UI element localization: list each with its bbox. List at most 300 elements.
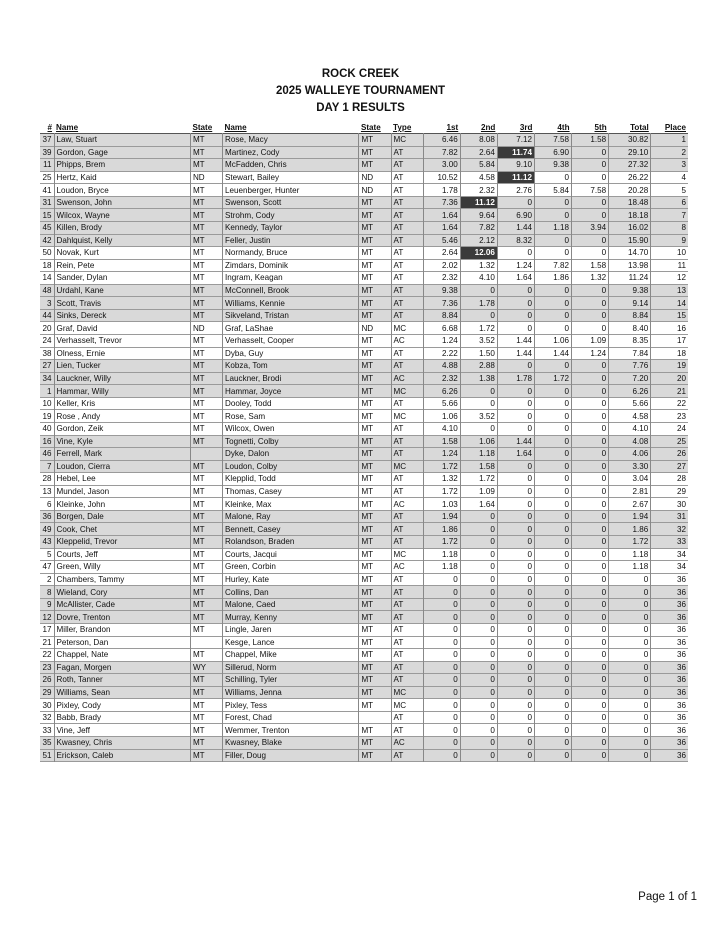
cell-angler-name: Loudon, Bryce xyxy=(54,184,190,197)
table-row xyxy=(40,335,688,348)
cell-fish-2nd: 2.88 xyxy=(460,360,497,373)
cell-place: 27 xyxy=(651,460,688,473)
cell-fish-5th: 7.58 xyxy=(572,184,609,197)
cell-place: 13 xyxy=(651,284,688,297)
cell-fish-2nd: 0 xyxy=(460,686,497,699)
table-row xyxy=(40,410,688,423)
cell-fish-5th: 0 xyxy=(572,309,609,322)
table-row xyxy=(40,272,688,285)
cell-fish-1st: 1.72 xyxy=(423,485,460,498)
cell-team-type: AC xyxy=(391,561,423,574)
header-fish-1st: 1st xyxy=(446,123,459,132)
table-row xyxy=(40,686,688,699)
cell-fish-5th: 0 xyxy=(572,548,609,561)
cell-team-type: AT xyxy=(391,623,423,636)
cell-fish-4th: 0 xyxy=(534,385,571,398)
cell-fish-5th: 0 xyxy=(572,473,609,486)
cell-fish-4th: 0 xyxy=(534,473,571,486)
cell-fish-1st: 0 xyxy=(423,724,460,737)
cell-fish-3rd: 0 xyxy=(497,523,534,536)
cell-fish-3rd: 0 xyxy=(497,573,534,586)
cell-partner-state: MT xyxy=(359,134,391,147)
table-row xyxy=(40,561,688,574)
cell-fish-1st: 1.72 xyxy=(423,460,460,473)
cell-place: 36 xyxy=(651,699,688,712)
cell-fish-4th: 0 xyxy=(534,234,571,247)
cell-partner-name: Verhasselt, Cooper xyxy=(223,335,359,348)
cell-fish-2nd: 0 xyxy=(460,586,497,599)
cell-team-type: AT xyxy=(391,598,423,611)
cell-partner-state: MT xyxy=(359,586,391,599)
cell-entry-number: 44 xyxy=(40,309,54,322)
cell-entry-number: 23 xyxy=(40,661,54,674)
cell-total-weight: 1.18 xyxy=(609,548,651,561)
cell-fish-1st: 1.32 xyxy=(423,473,460,486)
cell-fish-5th: 0 xyxy=(572,611,609,624)
cell-total-weight: 26.22 xyxy=(609,171,651,184)
cell-fish-1st: 1.06 xyxy=(423,410,460,423)
cell-fish-2nd: 0 xyxy=(460,523,497,536)
cell-entry-number: 2 xyxy=(47,574,52,584)
table-row xyxy=(40,485,688,498)
cell-partner-state: MT xyxy=(359,573,391,586)
cell-fish-1st: 0 xyxy=(423,623,460,636)
cell-partner-name: Chappel, Mike xyxy=(223,649,359,662)
table-row xyxy=(40,309,688,322)
cell-fish-4th: 0 xyxy=(534,485,571,498)
cell-fish-4th: 0 xyxy=(534,749,571,762)
header-partner-name: Name xyxy=(224,123,247,132)
cell-fish-4th: 0 xyxy=(534,711,571,724)
table-header xyxy=(40,122,688,134)
cell-entry-number: 35 xyxy=(40,737,54,750)
cell-place: 36 xyxy=(651,573,688,586)
cell-partner-state: MT xyxy=(359,234,391,247)
table-row xyxy=(40,573,688,586)
cell-partner-name: Rose, Sam xyxy=(223,410,359,423)
table-row xyxy=(40,636,688,649)
cell-entry-number: 6 xyxy=(47,499,52,509)
cell-partner-name: Williams, Kennie xyxy=(223,297,359,310)
cell-partner-state: MT xyxy=(359,259,391,272)
cell-place: 24 xyxy=(651,422,688,435)
cell-fish-1st: 0 xyxy=(423,586,460,599)
cell-place: 12 xyxy=(651,272,688,285)
cell-place: 36 xyxy=(651,737,688,750)
cell-total-weight: 7.20 xyxy=(609,372,651,385)
cell-fish-5th: 0 xyxy=(572,498,609,511)
cell-fish-3rd: 11.74 xyxy=(497,146,534,159)
cell-fish-1st: 1.94 xyxy=(423,510,460,523)
cell-place: 36 xyxy=(651,686,688,699)
cell-place: 36 xyxy=(651,674,688,687)
cell-fish-2nd: 1.58 xyxy=(460,460,497,473)
table-row xyxy=(40,724,688,737)
cell-partner-name: Wemmer, Trenton xyxy=(223,724,359,737)
header-total: Total xyxy=(630,123,649,132)
cell-total-weight: 29.10 xyxy=(609,146,651,159)
cell-total-weight: 8.35 xyxy=(609,335,651,348)
cell-angler-state: WY xyxy=(190,661,222,674)
cell-entry-number: 8 xyxy=(40,586,54,599)
cell-total-weight: 1.86 xyxy=(609,523,651,536)
cell-angler-name: Miller, Brandon xyxy=(54,623,190,636)
cell-fish-2nd: 0 xyxy=(460,661,497,674)
cell-fish-3rd: 9.10 xyxy=(497,159,534,172)
cell-fish-2nd: 12.06 xyxy=(460,247,497,260)
table-row xyxy=(40,523,688,536)
cell-angler-state: MT xyxy=(190,598,222,611)
cell-partner-state: MT xyxy=(359,460,391,473)
cell-fish-1st: 7.36 xyxy=(423,297,460,310)
cell-fish-3rd: 0 xyxy=(497,749,534,762)
cell-fish-2nd: 3.52 xyxy=(460,410,497,423)
cell-fish-3rd: 1.78 xyxy=(497,372,534,385)
cell-partner-state: MT xyxy=(359,699,391,712)
cell-total-weight: 0 xyxy=(609,586,651,599)
table-row xyxy=(40,699,688,712)
cell-total-weight: 0 xyxy=(609,661,651,674)
cell-partner-name: Hammar, Joyce xyxy=(223,385,359,398)
cell-partner-name: Williams, Jenna xyxy=(223,686,359,699)
cell-angler-name: McAllister, Cade xyxy=(54,598,190,611)
cell-fish-5th: 0 xyxy=(572,297,609,310)
cell-angler-state: MT xyxy=(190,523,222,536)
cell-fish-2nd: 0 xyxy=(460,598,497,611)
cell-fish-4th: 0 xyxy=(534,724,571,737)
cell-entry-number: 25 xyxy=(42,172,52,182)
cell-angler-state: MT xyxy=(190,686,222,699)
cell-fish-4th: 0 xyxy=(534,686,571,699)
header-angler-state: State xyxy=(192,123,213,132)
cell-partner-state: MT xyxy=(359,309,391,322)
cell-place: 30 xyxy=(651,498,688,511)
cell-partner-state: MT xyxy=(359,536,391,549)
cell-fish-1st: 1.78 xyxy=(423,184,460,197)
cell-fish-4th: 0 xyxy=(534,309,571,322)
cell-team-type: AT xyxy=(391,724,423,737)
cell-partner-name: Martinez, Cody xyxy=(223,146,359,159)
cell-fish-4th: 0 xyxy=(534,611,571,624)
cell-angler-state: MT xyxy=(190,422,222,435)
cell-angler-state: MT xyxy=(190,184,222,197)
cell-fish-2nd: 9.64 xyxy=(460,209,497,222)
cell-partner-name: Bennett, Casey xyxy=(223,523,359,536)
cell-partner-state: MT xyxy=(359,674,391,687)
cell-entry-number: 38 xyxy=(42,348,52,358)
cell-team-type: MC xyxy=(391,322,423,335)
cell-fish-1st: 7.36 xyxy=(423,196,460,209)
cell-team-type: AT xyxy=(391,661,423,674)
cell-fish-1st: 0 xyxy=(423,661,460,674)
cell-partner-state: MT xyxy=(359,221,391,234)
cell-angler-state: MT xyxy=(190,548,222,561)
cell-angler-state: MT xyxy=(190,435,222,448)
cell-fish-4th: 0 xyxy=(534,674,571,687)
cell-fish-4th: 0 xyxy=(534,523,571,536)
cell-fish-3rd: 0 xyxy=(497,586,534,599)
cell-partner-state: MT xyxy=(359,385,391,398)
cell-fish-2nd: 1.78 xyxy=(460,297,497,310)
cell-place: 3 xyxy=(651,159,688,172)
cell-angler-name: Urdahl, Kane xyxy=(54,284,190,297)
cell-partner-name: Collins, Dan xyxy=(223,586,359,599)
cell-fish-1st: 0 xyxy=(423,737,460,750)
cell-fish-4th: 1.86 xyxy=(534,272,571,285)
cell-angler-state: MT xyxy=(190,699,222,712)
cell-fish-3rd: 0 xyxy=(497,699,534,712)
cell-team-type: AT xyxy=(391,209,423,222)
cell-angler-name: Erickson, Caleb xyxy=(54,749,190,762)
cell-angler-name: Vine, Kyle xyxy=(54,435,190,448)
table-row xyxy=(40,234,688,247)
cell-angler-state: MT xyxy=(190,711,222,724)
cell-total-weight: 0 xyxy=(609,623,651,636)
cell-partner-state: MT xyxy=(359,523,391,536)
cell-fish-2nd: 0 xyxy=(460,536,497,549)
cell-fish-5th: 0 xyxy=(572,586,609,599)
cell-fish-2nd: 0 xyxy=(460,724,497,737)
table-row xyxy=(40,422,688,435)
cell-partner-state: MT xyxy=(359,397,391,410)
cell-fish-2nd: 4.10 xyxy=(460,272,497,285)
table-row xyxy=(40,134,688,147)
header-row xyxy=(40,122,688,134)
cell-angler-state: MT xyxy=(190,196,222,209)
cell-partner-state: MT xyxy=(359,686,391,699)
cell-angler-name: Rose , Andy xyxy=(54,410,190,423)
cell-entry-number: 31 xyxy=(40,196,54,209)
cell-team-type: MC xyxy=(391,410,423,423)
cell-entry-number: 45 xyxy=(40,221,54,234)
table-row xyxy=(40,209,688,222)
cell-angler-name: Ferrell, Mark xyxy=(54,448,190,461)
cell-angler-state xyxy=(190,448,222,461)
cell-partner-state: MT xyxy=(359,623,391,636)
cell-place: 32 xyxy=(651,523,688,536)
cell-partner-name: Swenson, Scott xyxy=(223,196,359,209)
cell-entry-number: 22 xyxy=(42,650,52,660)
cell-fish-2nd: 1.72 xyxy=(460,322,497,335)
cell-total-weight: 18.18 xyxy=(609,209,651,222)
cell-fish-3rd: 0 xyxy=(497,649,534,662)
cell-partner-state: MT xyxy=(359,410,391,423)
cell-fish-4th: 0 xyxy=(534,536,571,549)
cell-fish-5th: 0 xyxy=(572,397,609,410)
cell-angler-name: Gordon, Gage xyxy=(54,146,190,159)
cell-partner-state: MT xyxy=(359,372,391,385)
cell-total-weight: 0 xyxy=(609,636,651,649)
cell-fish-4th: 0 xyxy=(534,297,571,310)
cell-fish-1st: 0 xyxy=(423,598,460,611)
cell-team-type: AT xyxy=(391,159,423,172)
cell-angler-name: Sinks, Dereck xyxy=(54,309,190,322)
cell-entry-number: 39 xyxy=(40,146,54,159)
cell-place: 36 xyxy=(651,586,688,599)
cell-entry-number: 27 xyxy=(40,360,54,373)
cell-fish-5th: 0 xyxy=(572,510,609,523)
cell-angler-name: Vine, Jeff xyxy=(54,724,190,737)
header-type: Type xyxy=(393,123,412,132)
cell-fish-2nd: 4.58 xyxy=(460,171,497,184)
cell-partner-state: MT xyxy=(359,360,391,373)
cell-fish-1st: 1.03 xyxy=(423,498,460,511)
cell-fish-5th: 0 xyxy=(572,322,609,335)
table-row xyxy=(40,674,688,687)
cell-fish-1st: 1.18 xyxy=(423,561,460,574)
cell-team-type: AC xyxy=(391,737,423,750)
table-row xyxy=(40,460,688,473)
cell-partner-state: MT xyxy=(359,272,391,285)
cell-place: 21 xyxy=(651,385,688,398)
cell-angler-name: Mundel, Jason xyxy=(54,485,190,498)
cell-fish-3rd: 0 xyxy=(497,284,534,297)
cell-total-weight: 0 xyxy=(609,611,651,624)
cell-fish-5th: 1.58 xyxy=(572,259,609,272)
cell-angler-name: Dahlquist, Kelly xyxy=(54,234,190,247)
table-row xyxy=(40,661,688,674)
cell-partner-state: MT xyxy=(359,159,391,172)
cell-angler-name: Courts, Jeff xyxy=(54,548,190,561)
cell-partner-name: Sikveland, Tristan xyxy=(223,309,359,322)
cell-angler-name: Kleinke, John xyxy=(54,498,190,511)
cell-partner-name: Kennedy, Taylor xyxy=(223,221,359,234)
cell-angler-state: MT xyxy=(190,259,222,272)
cell-angler-state: MT xyxy=(190,611,222,624)
cell-fish-2nd: 0 xyxy=(460,385,497,398)
cell-fish-3rd: 1.44 xyxy=(497,221,534,234)
cell-fish-3rd: 0 xyxy=(497,397,534,410)
cell-angler-state: MT xyxy=(190,586,222,599)
cell-fish-2nd: 1.06 xyxy=(460,435,497,448)
cell-partner-name: Graf, LaShae xyxy=(223,322,359,335)
cell-partner-state xyxy=(359,711,391,724)
cell-fish-5th: 0 xyxy=(572,410,609,423)
cell-entry-number: 43 xyxy=(40,536,54,549)
cell-partner-state: MT xyxy=(359,448,391,461)
cell-total-weight: 0 xyxy=(609,699,651,712)
cell-fish-3rd: 1.44 xyxy=(497,347,534,360)
cell-angler-state: MT xyxy=(190,272,222,285)
cell-fish-5th: 1.09 xyxy=(572,335,609,348)
cell-fish-5th: 0 xyxy=(572,159,609,172)
cell-partner-state: MT xyxy=(359,435,391,448)
cell-team-type: MC xyxy=(391,686,423,699)
cell-entry-number: 7 xyxy=(40,460,54,473)
cell-fish-3rd: 0 xyxy=(497,510,534,523)
cell-entry-number: 17 xyxy=(42,625,52,635)
cell-entry-number: 13 xyxy=(42,487,52,497)
cell-fish-3rd: 0 xyxy=(497,309,534,322)
cell-fish-2nd: 0 xyxy=(460,699,497,712)
table-row xyxy=(40,473,688,486)
cell-fish-4th: 6.90 xyxy=(534,146,571,159)
title-line-2: 2025 WALLEYE TOURNAMENT xyxy=(275,85,446,97)
cell-partner-name: Normandy, Bruce xyxy=(223,247,359,260)
cell-place: 36 xyxy=(651,598,688,611)
cell-total-weight: 1.94 xyxy=(609,510,651,523)
cell-entry-number: 51 xyxy=(40,749,54,762)
cell-partner-state: MT xyxy=(359,561,391,574)
cell-fish-4th: 0 xyxy=(534,209,571,222)
cell-angler-name: Williams, Sean xyxy=(54,686,190,699)
cell-angler-name: Rein, Pete xyxy=(54,259,190,272)
cell-fish-3rd: 1.44 xyxy=(497,335,534,348)
cell-fish-5th: 0 xyxy=(572,196,609,209)
cell-total-weight: 7.76 xyxy=(609,360,651,373)
cell-entry-number: 33 xyxy=(42,725,52,735)
cell-fish-3rd: 0 xyxy=(497,297,534,310)
cell-total-weight: 4.58 xyxy=(609,410,651,423)
cell-angler-name: Keller, Kris xyxy=(54,397,190,410)
cell-fish-4th: 1.18 xyxy=(534,221,571,234)
cell-fish-2nd: 1.64 xyxy=(460,498,497,511)
cell-partner-name: Dyke, Dalon xyxy=(223,448,359,461)
cell-partner-name: Loudon, Colby xyxy=(223,460,359,473)
cell-entry-number: 50 xyxy=(42,248,52,258)
cell-angler-name: Hertz, Kaid xyxy=(54,171,190,184)
cell-partner-name: Sillerud, Norm xyxy=(223,661,359,674)
cell-entry-number: 10 xyxy=(42,399,52,409)
cell-place: 28 xyxy=(651,473,688,486)
cell-total-weight: 1.18 xyxy=(609,561,651,574)
cell-entry-number: 32 xyxy=(42,713,52,723)
cell-entry-number: 40 xyxy=(42,424,52,434)
cell-total-weight: 0 xyxy=(609,686,651,699)
cell-total-weight: 3.04 xyxy=(609,473,651,486)
cell-partner-name: Ingram, Keagan xyxy=(223,272,359,285)
cell-fish-3rd: 0 xyxy=(497,611,534,624)
cell-fish-1st: 1.72 xyxy=(423,536,460,549)
cell-fish-5th: 0 xyxy=(572,234,609,247)
cell-team-type: AC xyxy=(391,498,423,511)
cell-fish-3rd: 0 xyxy=(497,322,534,335)
table-row xyxy=(40,347,688,360)
cell-entry-number: 24 xyxy=(42,336,52,346)
cell-place: 5 xyxy=(651,184,688,197)
cell-angler-name: Graf, David xyxy=(54,322,190,335)
cell-fish-4th: 0 xyxy=(534,284,571,297)
table-row xyxy=(40,711,688,724)
cell-fish-5th: 0 xyxy=(572,146,609,159)
cell-fish-2nd: 0 xyxy=(460,561,497,574)
header-entry-number: # xyxy=(47,123,53,132)
cell-angler-state: MT xyxy=(190,134,222,147)
cell-total-weight: 11.24 xyxy=(609,272,651,285)
cell-angler-state: MT xyxy=(190,247,222,260)
cell-team-type: AT xyxy=(391,674,423,687)
cell-team-type: MC xyxy=(391,134,423,147)
cell-entry-number: 19 xyxy=(42,411,52,421)
cell-fish-3rd: 0 xyxy=(497,498,534,511)
cell-fish-2nd: 1.38 xyxy=(460,372,497,385)
cell-fish-5th: 0 xyxy=(572,749,609,762)
cell-place: 36 xyxy=(651,649,688,662)
table-row xyxy=(40,397,688,410)
header-place: Place xyxy=(664,123,686,132)
cell-partner-state: MT xyxy=(359,196,391,209)
cell-fish-1st: 2.02 xyxy=(423,259,460,272)
cell-total-weight: 8.40 xyxy=(609,322,651,335)
cell-total-weight: 4.10 xyxy=(609,422,651,435)
cell-fish-4th: 0 xyxy=(534,737,571,750)
cell-fish-2nd: 1.18 xyxy=(460,448,497,461)
title-line-3: DAY 1 RESULTS xyxy=(316,102,405,114)
cell-fish-3rd: 1.64 xyxy=(497,272,534,285)
cell-entry-number: 36 xyxy=(40,510,54,523)
cell-fish-3rd: 1.24 xyxy=(497,259,534,272)
cell-total-weight: 5.66 xyxy=(609,397,651,410)
